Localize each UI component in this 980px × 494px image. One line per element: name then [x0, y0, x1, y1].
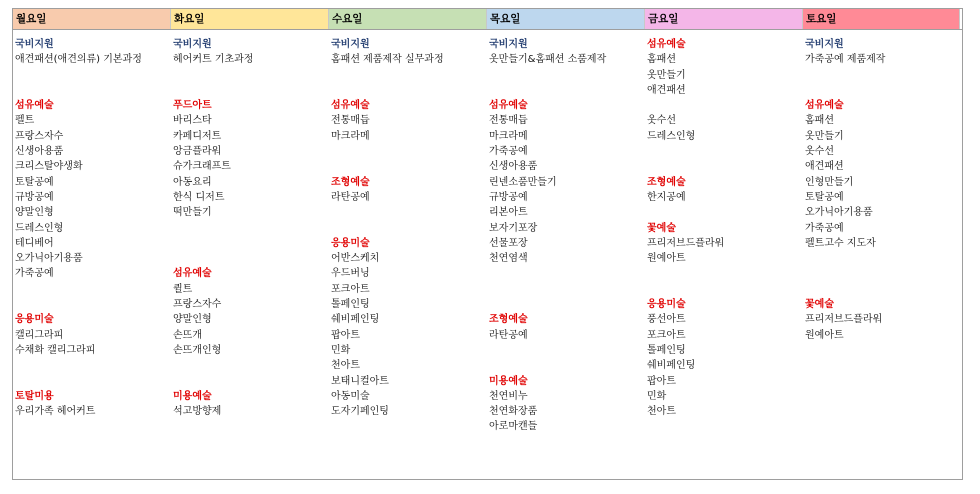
spacer	[489, 358, 644, 373]
course-item: 옷수선	[647, 115, 676, 127]
course-item: 옷만들기&홈패션 소품제작	[489, 54, 607, 66]
course-item: 민화	[647, 390, 667, 402]
course-item: 앙금플라워	[173, 146, 222, 158]
course-item: 홈패션	[647, 54, 676, 66]
course-item: 천아트	[647, 406, 676, 418]
course-item: 떡만들기	[173, 207, 212, 219]
spacer	[331, 83, 486, 98]
course-item: 천아트	[331, 360, 360, 372]
spacer	[647, 159, 802, 174]
course-item: 한식 디저트	[173, 191, 225, 203]
category-heading: 섬유예술	[173, 268, 212, 280]
weekday-header-3: 목요일	[487, 9, 645, 29]
course-item: 양말인형	[15, 207, 54, 219]
course-item: 가죽공예 제품제작	[805, 54, 886, 66]
course-item: 슈가크래프트	[173, 161, 231, 173]
spacer	[15, 83, 170, 98]
day-column-0	[15, 37, 170, 419]
course-item: 가죽공예	[15, 268, 54, 280]
spacer	[489, 297, 644, 312]
course-item: 린넨소품만들기	[489, 176, 557, 188]
spacer	[489, 282, 644, 297]
course-item: 아로마캔들	[489, 421, 538, 433]
course-item: 선물포장	[489, 237, 528, 249]
course-item: 토탈공예	[805, 191, 844, 203]
weekday-header-4: 금요일	[645, 9, 803, 29]
spacer	[173, 221, 328, 236]
category-heading: 미용예술	[489, 375, 528, 387]
course-item: 보자기포장	[489, 222, 538, 234]
course-item: 마크라메	[489, 130, 528, 142]
spacer	[15, 358, 170, 373]
course-item: 톨페인팅	[647, 344, 686, 356]
spacer	[15, 374, 170, 389]
course-item: 바리스타	[173, 115, 212, 127]
day-column-4	[647, 37, 802, 419]
course-item: 도자기페인팅	[331, 406, 389, 418]
spacer	[173, 83, 328, 98]
category-heading: 국비지원	[805, 39, 844, 50]
category-heading: 섬유예술	[331, 100, 370, 112]
course-item: 민화	[331, 344, 351, 356]
course-item: 애견패션	[805, 161, 844, 173]
category-heading: 국비지원	[15, 39, 54, 50]
course-item: 포크아트	[647, 329, 686, 341]
course-item: 규방공예	[489, 191, 528, 203]
course-item: 옷수선	[805, 146, 834, 158]
course-item: 프랑스자수	[173, 299, 222, 311]
category-heading: 섬유예술	[489, 100, 528, 112]
spacer	[647, 205, 802, 220]
weekday-header-2: 수요일	[329, 9, 487, 29]
course-item: 신생아용품	[15, 146, 64, 158]
category-heading: 조형예술	[331, 176, 370, 188]
course-item: 어반스케치	[331, 253, 380, 265]
spacer	[15, 68, 170, 83]
spacer	[647, 98, 802, 113]
course-item: 손뜨개	[173, 329, 202, 341]
course-item: 천연화장품	[489, 406, 538, 418]
category-heading: 응용미술	[331, 237, 370, 249]
category-heading: 국비지원	[331, 39, 370, 50]
course-item: 전통매듭	[489, 115, 528, 127]
course-item: 쉐비페인팅	[647, 360, 696, 372]
course-item: 프랑스자수	[15, 130, 64, 142]
course-item: 옷만들기	[805, 130, 844, 142]
course-item: 팝아트	[647, 375, 676, 387]
course-item: 카페디저트	[173, 130, 222, 142]
spacer	[331, 221, 486, 236]
day-column-3	[489, 37, 644, 435]
category-heading: 섬유예술	[805, 100, 844, 112]
weekday-header-row	[13, 9, 962, 30]
category-heading: 국비지원	[173, 39, 212, 50]
course-item: 라탄공예	[331, 191, 370, 203]
spacer	[805, 83, 960, 98]
course-item: 원예아트	[647, 253, 686, 265]
course-item: 오가닉아기용품	[15, 253, 83, 265]
spacer	[489, 83, 644, 98]
spacer	[15, 297, 170, 312]
weekday-header-0: 월요일	[13, 9, 171, 29]
course-item: 가죽공예	[489, 146, 528, 158]
spacer	[331, 159, 486, 174]
category-heading: 푸드아트	[173, 100, 212, 112]
course-item: 신생아용품	[489, 161, 538, 173]
spacer	[489, 266, 644, 281]
course-item: 석고방향제	[173, 406, 222, 418]
spacer	[489, 343, 644, 358]
category-heading: 국비지원	[489, 39, 528, 50]
spacer	[331, 205, 486, 220]
course-item: 전통매듭	[331, 115, 370, 127]
course-item: 펠트	[15, 115, 35, 127]
category-heading: 꽃예술	[805, 299, 834, 311]
course-item: 라탄공예	[489, 329, 528, 341]
spacer	[489, 68, 644, 83]
spacer	[331, 144, 486, 159]
category-heading: 조형예술	[647, 176, 686, 188]
spacer	[173, 358, 328, 373]
day-column-2	[331, 37, 486, 419]
spacer	[173, 251, 328, 266]
course-item: 홈패션	[805, 115, 834, 127]
weekday-header-1: 화요일	[171, 9, 329, 29]
spacer	[647, 266, 802, 281]
day-column-1	[173, 37, 328, 419]
spacer	[805, 251, 960, 266]
schedule-table	[12, 8, 963, 480]
course-item: 수채화 캘리그라피	[15, 344, 96, 356]
category-heading: 섬유예술	[647, 39, 686, 50]
course-item: 한지공예	[647, 191, 686, 203]
course-item: 드레스인형	[15, 222, 64, 234]
spacer	[805, 282, 960, 297]
course-item: 팝아트	[331, 329, 360, 341]
category-heading: 꽃예술	[647, 222, 676, 234]
spacer	[173, 374, 328, 389]
course-item: 옷만들기	[647, 69, 686, 81]
course-item: 애견패션(애견의류) 기본과정	[15, 54, 142, 66]
course-item: 아동미술	[331, 390, 370, 402]
course-item: 마크라메	[331, 130, 370, 142]
course-item: 규방공예	[15, 191, 54, 203]
course-item: 양말인형	[173, 314, 212, 326]
course-item: 토탈공예	[15, 176, 54, 188]
category-heading: 토탈미용	[15, 390, 54, 402]
course-item: 캘리그라피	[15, 329, 64, 341]
course-item: 가죽공예	[805, 222, 844, 234]
course-item: 풍선아트	[647, 314, 686, 326]
course-item: 보태니컬아트	[331, 375, 389, 387]
course-item: 프리저브드플라워	[805, 314, 883, 326]
spacer	[15, 282, 170, 297]
category-heading: 조형예술	[489, 314, 528, 326]
spacer	[647, 282, 802, 297]
course-item: 우리가족 헤어커트	[15, 406, 96, 418]
course-item: 펠트고수 지도자	[805, 237, 876, 249]
spacer	[647, 144, 802, 159]
course-item: 드레스인형	[647, 130, 696, 142]
spacer	[805, 266, 960, 281]
course-item: 인형만들기	[805, 176, 854, 188]
course-item: 아동요리	[173, 176, 212, 188]
course-item: 테디베어	[15, 237, 54, 249]
course-item: 퀼트	[173, 283, 193, 295]
course-item: 톨페인팅	[331, 299, 370, 311]
course-item: 천연비누	[489, 390, 528, 402]
weekday-header-5: 토요일	[803, 9, 960, 29]
course-item: 포크아트	[331, 283, 370, 295]
course-item: 홈패션 제품제작 실무과정	[331, 54, 444, 66]
course-item: 오가닉아기용품	[805, 207, 873, 219]
spacer	[805, 68, 960, 83]
spacer	[173, 236, 328, 251]
course-item: 크리스탈야생화	[15, 161, 83, 173]
spacer	[331, 68, 486, 83]
course-item: 애견패션	[647, 84, 686, 96]
course-item: 프리저브드플라워	[647, 237, 725, 249]
category-heading: 미용예술	[173, 390, 212, 402]
course-item: 쉐비페인팅	[331, 314, 380, 326]
course-item: 천연염색	[489, 253, 528, 265]
course-item: 헤어커트 기초과정	[173, 54, 254, 66]
course-item: 원예아트	[805, 329, 844, 341]
course-item: 손뜨개인형	[173, 344, 222, 356]
course-item: 우드버닝	[331, 268, 370, 280]
category-heading: 섬유예술	[15, 100, 54, 112]
category-heading: 응용미술	[15, 314, 54, 326]
day-column-5	[805, 37, 960, 343]
course-item: 리본아트	[489, 207, 528, 219]
category-heading: 응용미술	[647, 299, 686, 311]
spacer	[173, 68, 328, 83]
